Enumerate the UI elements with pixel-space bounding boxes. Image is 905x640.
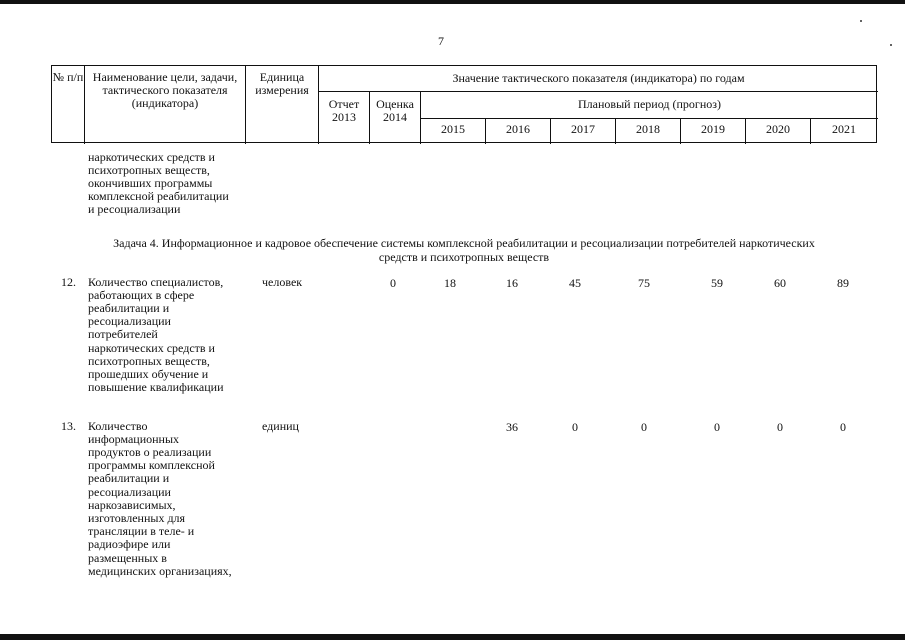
row-name-line: потребителей — [88, 327, 158, 341]
header-year: 2017 — [571, 122, 595, 136]
continuation-line: окончивших программы — [88, 176, 213, 190]
row-value: 75 — [638, 276, 650, 290]
row-name-line: трансляции в теле- и — [88, 524, 195, 538]
row-name-line: радиоэфире или — [88, 537, 171, 551]
row-name-line: изготовленных для — [88, 511, 186, 525]
header-year: 2019 — [701, 122, 725, 136]
row-unit: человек — [262, 275, 303, 289]
row-value: 0 — [641, 420, 647, 434]
header-year: 2015 — [441, 122, 465, 136]
header-report-2013: Отчет 2013 — [328, 97, 360, 124]
row-unit: единиц — [262, 419, 299, 433]
row-name-line: Количество — [88, 419, 148, 433]
row-value: 59 — [711, 276, 723, 290]
row-value: 89 — [837, 276, 849, 290]
header-col-values: Значение тактического показателя (индикатора) по годам — [452, 71, 745, 85]
row-value: 0 — [840, 420, 846, 434]
row-name-line: продуктов о реализации — [88, 445, 212, 459]
row-value: 0 — [777, 420, 783, 434]
row-value: 60 — [774, 276, 786, 290]
header-plan-period: Плановый период (прогноз) — [578, 97, 721, 111]
header-year: 2016 — [506, 122, 530, 136]
row-number: 12. — [61, 275, 76, 289]
row-value: 16 — [506, 276, 518, 290]
header-estimate-2014: Оценка 2014 — [376, 97, 414, 124]
row-value: 36 — [506, 420, 518, 434]
row-name-line: повышение квалификации — [88, 380, 224, 394]
continuation-line: наркотических средств и — [88, 150, 215, 164]
scan-speck — [860, 20, 862, 22]
row-name-line: информационных — [88, 432, 180, 446]
row-value: 0 — [714, 420, 720, 434]
row-name-line: реабилитации и — [88, 471, 170, 485]
task-heading-line2: средств и психотропных веществ — [378, 250, 550, 264]
header-year: 2018 — [636, 122, 660, 136]
row-name-line: медицинских организациях, — [88, 564, 232, 578]
task-heading — [51, 236, 877, 264]
row-name-line: ресоциализации — [88, 314, 171, 328]
row-name-line: Количество специалистов, — [88, 275, 224, 289]
task-heading-line1: Задача 4. Информационное и кадровое обеспечение системы комплексной реабилитации и ресоциализации потребителей наркотических — [113, 236, 815, 250]
row-value: 18 — [444, 276, 456, 290]
table-header — [51, 65, 877, 143]
row-name-line: прошедших обучение и — [88, 367, 209, 381]
row-name-line: ресоциализации — [88, 485, 171, 499]
continuation-line: комплексной реабилитации — [88, 189, 229, 203]
row-name-line: реабилитации и — [88, 301, 170, 315]
bottom-border-bar — [0, 634, 905, 640]
header-year: 2020 — [766, 122, 790, 136]
row-value: 45 — [569, 276, 581, 290]
header-col-number: № п/п — [52, 70, 84, 84]
header-year: 2021 — [832, 122, 856, 136]
continuation-line: и ресоциализации — [88, 202, 181, 216]
top-border-bar — [0, 0, 905, 4]
row-name-line: работающих в сфере — [88, 288, 195, 302]
row-name-line: психотропных веществ, — [88, 354, 210, 368]
row-name-line: наркозависимых, — [88, 498, 176, 512]
row-value: 0 — [572, 420, 578, 434]
row-name-line: размещенных в — [88, 551, 167, 565]
row-name-line: наркотических средств и — [88, 341, 215, 355]
page-number: 7 — [438, 34, 444, 48]
row-value: 0 — [390, 276, 396, 290]
scan-speck — [890, 44, 892, 46]
row-name-line: программы комплексной — [88, 458, 215, 472]
header-col-unit: Единица измерения — [255, 70, 309, 97]
row-number: 13. — [61, 419, 76, 433]
continuation-line: психотропных веществ, — [88, 163, 210, 177]
header-col-name: Наименование цели, задачи, тактического показателя (индикатора) — [92, 70, 238, 110]
